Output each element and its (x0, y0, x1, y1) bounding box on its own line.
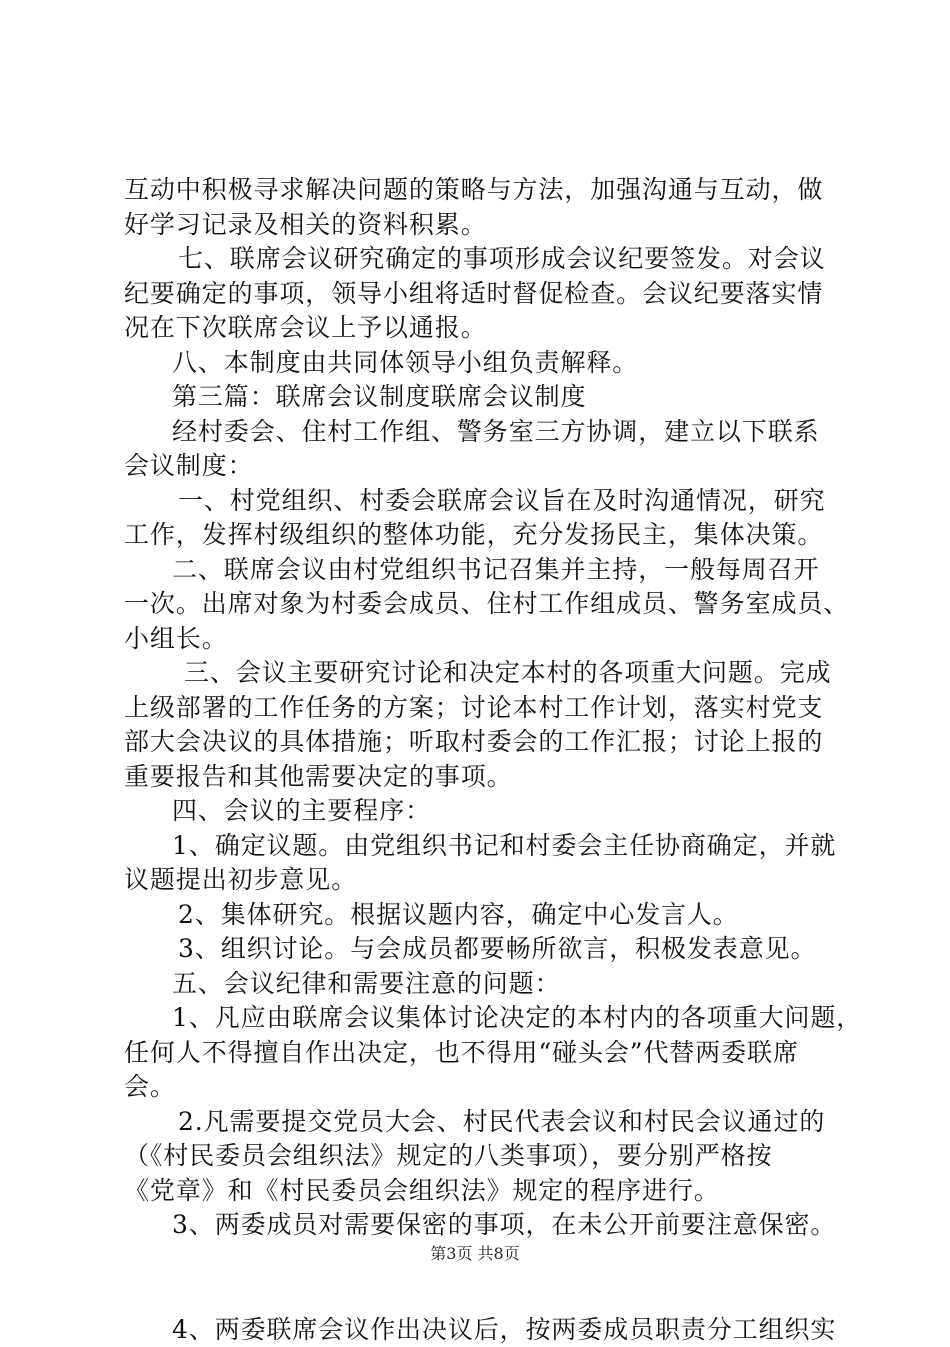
text-line: 1、确定议题。由党组织书记和村委会主任协商确定，并就 (124, 829, 834, 864)
text-line: （《村民委员会组织法》规定的八类事项），要分别严格按 (124, 1139, 834, 1174)
text-line: 上级部署的工作任务的方案；讨论本村工作计划，落实村党支 (124, 691, 834, 726)
text-line: 3、组织讨论。与会成员都要畅所欲言，积极发表意见。 (124, 932, 834, 967)
text-line: 经村委会、住村工作组、警务室三方协调，建立以下联系 (124, 415, 834, 450)
text-line: 2.凡需要提交党员大会、村民代表会议和村民会议通过的 (124, 1105, 834, 1140)
text-line: 纪要确定的事项，领导小组将适时督促检查。会议纪要落实情 (124, 277, 834, 312)
text-line: 八、本制度由共同体领导小组负责解释。 (124, 346, 834, 381)
text-line: 五、会议纪律和需要注意的问题： (124, 967, 834, 1002)
text-line: 会议制度： (124, 449, 834, 484)
text-line: 任何人不得擅自作出决定，也不得用“碰头会”代替两委联席 (124, 1036, 834, 1071)
text-line: 一、村党组织、村委会联席会议旨在及时沟通情况，研究 (124, 484, 834, 519)
text-line: 小组长。 (124, 622, 834, 657)
text-line: 一次。出席对象为村委会成员、住村工作组成员、警务室成员、 (124, 587, 834, 622)
text-line: 工作，发挥村级组织的整体功能，充分发扬民主，集体决策。 (124, 518, 834, 553)
text-line: 部大会决议的具体措施；听取村委会的工作汇报；讨论上报的 (124, 725, 834, 760)
text-line: 3、两委成员对需要保密的事项，在未公开前要注意保密。 (124, 1208, 834, 1243)
text-line: 4、两委联席会议作出决议后，按两委成员职责分工组织实 (124, 1313, 834, 1347)
text-line: 七、联席会议研究确定的事项形成会议纪要签发。对会议 (124, 242, 834, 277)
text-line: 好学习记录及相关的资料积累。 (124, 208, 834, 243)
text-line: 会。 (124, 1070, 834, 1105)
text-line: 《党章》和《村民委员会组织法》规定的程序进行。 (124, 1174, 834, 1209)
page-number-footer: 第3页 共8页 (0, 1244, 950, 1264)
text-line: 三、会议主要研究讨论和决定本村的各项重大问题。完成 (124, 656, 834, 691)
text-line: 互动中积极寻求解决问题的策略与方法，加强沟通与互动，做 (124, 173, 834, 208)
text-line: 1、凡应由联席会议集体讨论决定的本村内的各项重大问题， (124, 1001, 834, 1036)
text-line: 二、联席会议由村党组织书记召集并主持，一般每周召开 (124, 553, 834, 588)
text-line: 2、集体研究。根据议题内容，确定中心发言人。 (124, 898, 834, 933)
document-body (124, 173, 834, 1347)
text-line: 重要报告和其他需要决定的事项。 (124, 760, 834, 795)
text-line: 况在下次联席会议上予以通报。 (124, 311, 834, 346)
text-line: 议题提出初步意见。 (124, 863, 834, 898)
section-heading: 第三篇：联席会议制度联席会议制度 (124, 380, 834, 415)
text-line: 四、会议的主要程序： (124, 794, 834, 829)
